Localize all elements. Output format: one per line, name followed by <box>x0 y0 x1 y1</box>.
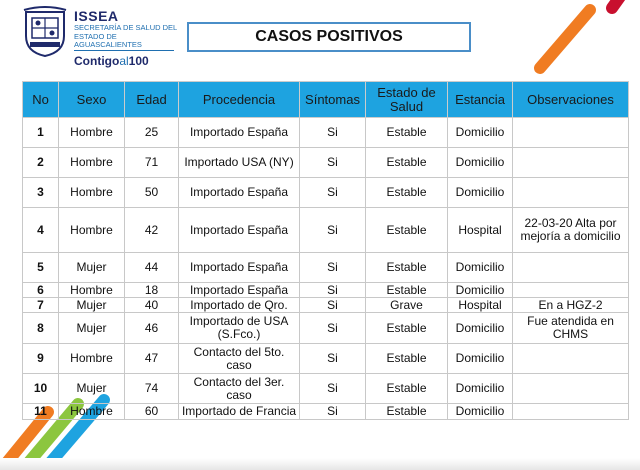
cell-no: 3 <box>23 178 59 208</box>
column-header: No <box>23 82 59 118</box>
table-row <box>23 344 629 374</box>
cell-edad: 40 <box>125 298 179 313</box>
cell-sintomas: Si <box>300 118 366 148</box>
table-row <box>23 374 629 404</box>
org-subtitle: SECRETARÍA DE SALUD DEL ESTADO DE AGUASCALIENTES <box>74 23 177 49</box>
cell-sintomas: Si <box>300 374 366 404</box>
cell-observaciones <box>513 344 629 374</box>
org-name: ISSEA <box>74 8 119 24</box>
table-row <box>23 283 629 298</box>
cell-estado: Estable <box>366 374 448 404</box>
cell-observaciones <box>513 253 629 283</box>
cell-no: 7 <box>23 298 59 313</box>
decorative-stripes-top-right <box>520 0 640 80</box>
column-header: Estado de Salud <box>366 82 448 118</box>
column-header: Procedencia <box>179 82 300 118</box>
cell-sintomas: Si <box>300 148 366 178</box>
cell-sexo: Hombre <box>59 404 125 420</box>
cell-estancia: Domicilio <box>448 283 513 298</box>
cell-sexo: Mujer <box>59 298 125 313</box>
cell-sexo: Hombre <box>59 178 125 208</box>
cell-observaciones <box>513 148 629 178</box>
cases-table <box>22 81 629 420</box>
cell-estancia: Hospital <box>448 208 513 253</box>
column-header: Edad <box>125 82 179 118</box>
column-header: Estancia <box>448 82 513 118</box>
cell-procedencia: Importado de USA (S.Fco.) <box>179 313 300 344</box>
table-row <box>23 404 629 420</box>
cell-estado: Grave <box>366 298 448 313</box>
cell-observaciones: Fue atendida en CHMS <box>513 313 629 344</box>
cell-sexo: Hombre <box>59 118 125 148</box>
cell-procedencia: Contacto del 3er. caso <box>179 374 300 404</box>
cell-observaciones <box>513 118 629 148</box>
cell-estancia: Domicilio <box>448 178 513 208</box>
cell-estancia: Domicilio <box>448 313 513 344</box>
cell-observaciones <box>513 404 629 420</box>
cell-edad: 47 <box>125 344 179 374</box>
cell-edad: 25 <box>125 118 179 148</box>
header <box>0 0 640 80</box>
cell-procedencia: Importado España <box>179 118 300 148</box>
cell-estado: Estable <box>366 313 448 344</box>
cell-edad: 60 <box>125 404 179 420</box>
cell-edad: 46 <box>125 313 179 344</box>
cell-sexo: Hombre <box>59 208 125 253</box>
cell-observaciones <box>513 283 629 298</box>
slogan-num: 100 <box>128 54 149 68</box>
cell-edad: 44 <box>125 253 179 283</box>
cell-estado: Estable <box>366 404 448 420</box>
cell-estancia: Domicilio <box>448 404 513 420</box>
cell-estado: Estable <box>366 148 448 178</box>
table-row <box>23 208 629 253</box>
column-header: Síntomas <box>300 82 366 118</box>
cell-sintomas: Si <box>300 313 366 344</box>
cell-no: 6 <box>23 283 59 298</box>
cell-procedencia: Importado USA (NY) <box>179 148 300 178</box>
cell-sexo: Hombre <box>59 344 125 374</box>
cell-no: 9 <box>23 344 59 374</box>
cell-sexo: Mujer <box>59 313 125 344</box>
table-header-row <box>23 82 629 118</box>
cell-sintomas: Si <box>300 283 366 298</box>
column-header: Observaciones <box>513 82 629 118</box>
cell-estancia: Domicilio <box>448 118 513 148</box>
cell-sintomas: Si <box>300 178 366 208</box>
cell-observaciones: En a HGZ-2 <box>513 298 629 313</box>
slogan-al: al <box>119 54 129 68</box>
cell-sexo: Mujer <box>59 374 125 404</box>
cell-no: 11 <box>23 404 59 420</box>
cell-estado: Estable <box>366 208 448 253</box>
cell-estado: Estable <box>366 178 448 208</box>
slogan-main: Contigo <box>74 54 120 68</box>
cell-sintomas: Si <box>300 298 366 313</box>
cell-no: 4 <box>23 208 59 253</box>
cell-observaciones <box>513 178 629 208</box>
cell-sintomas: Si <box>300 344 366 374</box>
cell-edad: 74 <box>125 374 179 404</box>
cell-estancia: Domicilio <box>448 344 513 374</box>
column-header: Sexo <box>59 82 125 118</box>
table-row <box>23 178 629 208</box>
cell-procedencia: Importado de Francia <box>179 404 300 420</box>
cell-no: 5 <box>23 253 59 283</box>
cell-procedencia: Importado España <box>179 208 300 253</box>
cell-sexo: Mujer <box>59 253 125 283</box>
table-row <box>23 298 629 313</box>
cell-estancia: Domicilio <box>448 253 513 283</box>
table-body <box>23 118 629 420</box>
cell-no: 1 <box>23 118 59 148</box>
cell-estancia: Domicilio <box>448 374 513 404</box>
cell-procedencia: Importado España <box>179 253 300 283</box>
cell-procedencia: Contacto del 5to. caso <box>179 344 300 374</box>
table-row <box>23 118 629 148</box>
cell-sintomas: Si <box>300 404 366 420</box>
cell-edad: 50 <box>125 178 179 208</box>
page-title: CASOS POSITIVOS <box>187 22 471 52</box>
table-row <box>23 148 629 178</box>
org-divider <box>74 50 174 51</box>
cell-procedencia: Importado España <box>179 283 300 298</box>
cell-no: 8 <box>23 313 59 344</box>
cell-edad: 71 <box>125 148 179 178</box>
table-row <box>23 313 629 344</box>
cell-observaciones: 22-03-20 Alta por mejoría a domicilio <box>513 208 629 253</box>
table-row <box>23 253 629 283</box>
cell-estancia: Hospital <box>448 298 513 313</box>
cell-procedencia: Importado de Qro. <box>179 298 300 313</box>
cell-estado: Estable <box>366 118 448 148</box>
cell-sintomas: Si <box>300 208 366 253</box>
cell-procedencia: Importado España <box>179 178 300 208</box>
cell-estado: Estable <box>366 253 448 283</box>
cell-edad: 18 <box>125 283 179 298</box>
cell-no: 10 <box>23 374 59 404</box>
cell-sexo: Hombre <box>59 283 125 298</box>
cases-table-container <box>22 81 628 420</box>
cell-no: 2 <box>23 148 59 178</box>
cell-edad: 42 <box>125 208 179 253</box>
cell-estado: Estable <box>366 344 448 374</box>
cell-estado: Estable <box>366 283 448 298</box>
cell-sintomas: Si <box>300 253 366 283</box>
bottom-band <box>0 458 640 470</box>
cell-estancia: Domicilio <box>448 148 513 178</box>
cell-observaciones <box>513 374 629 404</box>
cell-sexo: Hombre <box>59 148 125 178</box>
state-crest-logo <box>22 6 68 58</box>
slogan <box>74 54 149 68</box>
